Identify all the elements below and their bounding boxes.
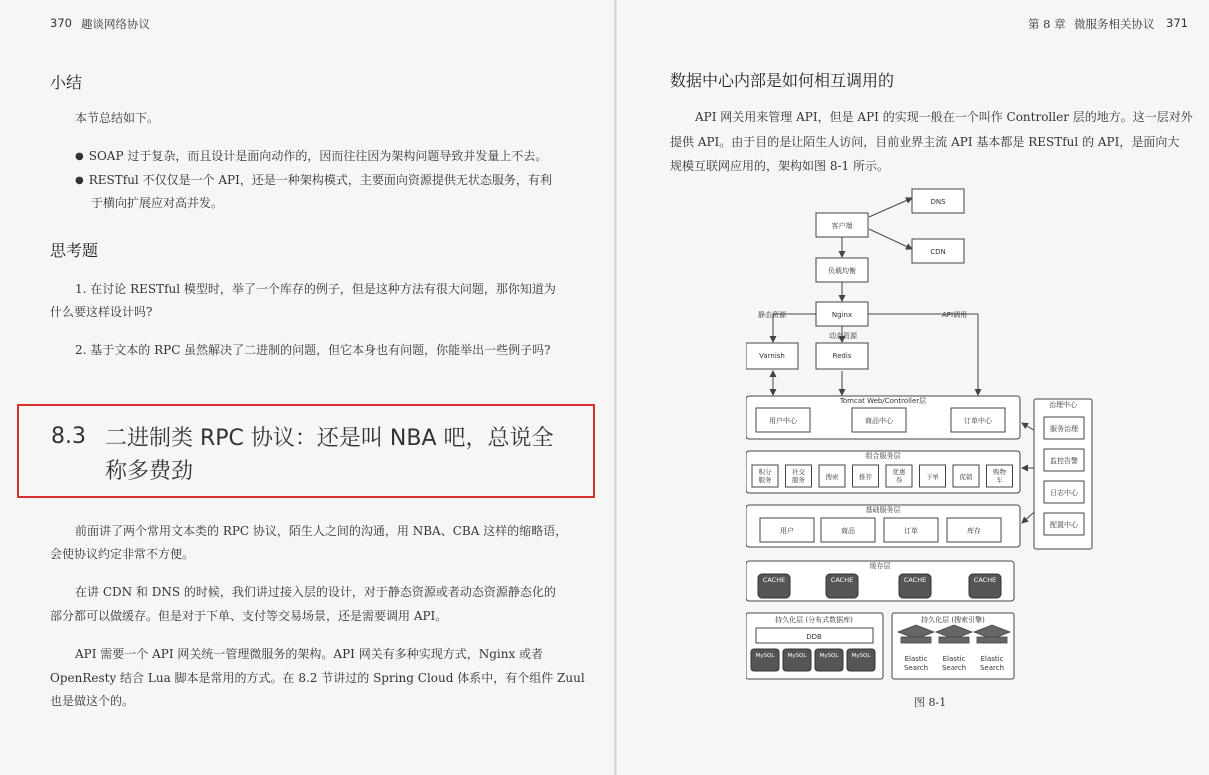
web-layer-label: Tomcat Web/Controller层 bbox=[839, 397, 927, 405]
cache-label: CACHE bbox=[762, 576, 786, 584]
question-1-line-2: 什么要这样设计吗? bbox=[50, 305, 153, 319]
base-item-label: 用户 bbox=[780, 527, 794, 535]
left-page-number: 370 bbox=[50, 16, 72, 30]
nginx-label: Nginx bbox=[831, 311, 853, 319]
questions-heading: 思考题 bbox=[50, 241, 99, 260]
redis-label: Redis bbox=[832, 352, 852, 360]
web-item-label: 商品中心 bbox=[865, 417, 893, 425]
cache-label: CACHE bbox=[903, 576, 927, 584]
mysql-label: MySQL bbox=[755, 653, 775, 659]
base-item-label: 库存 bbox=[967, 527, 981, 535]
es-label: Search bbox=[979, 664, 1005, 672]
right-chapter-label: 第 8 章 bbox=[1028, 17, 1066, 31]
es-label: Elastic bbox=[942, 655, 966, 663]
right-page bbox=[616, 0, 1209, 775]
compose-item-label: 下单 bbox=[926, 473, 939, 481]
compose-layer-label: 组合服务层 bbox=[865, 452, 901, 460]
question-1-line-1: 1. 在讨论 RESTful 模型时，举了一个库存的例子，但是这种方法有很大问题，那你知道为 bbox=[75, 282, 556, 296]
figure-caption: 图 8-1 bbox=[914, 696, 947, 709]
right-page-number: 371 bbox=[1166, 16, 1188, 30]
section-highlight-box bbox=[17, 404, 595, 498]
ddb-label: DDB bbox=[806, 633, 822, 641]
compose-item-label: 社交 bbox=[792, 468, 805, 476]
cdn-label: CDN bbox=[930, 248, 946, 256]
para-3-line-2: OpenResty 结合 Lua 脚本是常用的方式。在 8.2 节讲过的 Spring Cloud 体系中，有个组件 Zuul bbox=[50, 671, 585, 685]
bullet-text: RESTful 不仅仅是一个 API，还是一种架构模式，主要面向资源提供无状态服务，有利 bbox=[88, 173, 552, 187]
base-layer-label: 基础服务层 bbox=[865, 506, 901, 514]
varnish-label: Varnish bbox=[759, 352, 785, 360]
persist-search-label: 持久化层 (搜索引擎) bbox=[921, 616, 985, 624]
para-2-line-2: 部分都可以做缓存。但是对于下单、支付等交易场景，还是需要调用 API。 bbox=[50, 609, 448, 623]
gov-item-label: 服务治理 bbox=[1050, 425, 1078, 433]
section-title: 二进制类 RPC 协议：还是叫 NBA 吧，总说全称多费劲 bbox=[105, 426, 554, 484]
question-2: 2. 基于文本的 RPC 虽然解决了二进制的问题，但它本身也有问题，你能举出一些例子吗? bbox=[75, 343, 551, 357]
compose-item-label: 推荐 bbox=[859, 473, 872, 481]
cache-layer-label: 缓存层 bbox=[869, 562, 891, 570]
es-label: Elastic bbox=[904, 655, 928, 663]
gov-item-label: 配置中心 bbox=[1050, 521, 1078, 529]
section-number: 8.3 bbox=[51, 424, 86, 449]
base-item-label: 商品 bbox=[841, 527, 855, 535]
gov-item-label: 监控告警 bbox=[1050, 457, 1078, 465]
compose-item-label: 促销 bbox=[959, 473, 973, 481]
api-para-line-1: API 网关用来管理 API，但是 API 的实现一般在一个叫作 Controller 层的地方。这一层对外 bbox=[695, 110, 1193, 124]
persist-db-label: 持久化层 (分布式数据库) bbox=[775, 616, 853, 624]
web-item-label: 用户中心 bbox=[769, 417, 797, 425]
es-label: Search bbox=[941, 664, 967, 672]
summary-intro: 本节总结如下。 bbox=[75, 111, 160, 125]
compose-item-label: 车 bbox=[996, 476, 1003, 484]
base-item-label: 订单 bbox=[904, 527, 918, 535]
web-item-label: 订单中心 bbox=[964, 417, 992, 425]
arrow-client-dns bbox=[869, 198, 912, 217]
cache-label: CACHE bbox=[973, 576, 997, 584]
elastic-search-icons bbox=[898, 625, 1010, 643]
es-label: Elastic bbox=[980, 655, 1004, 663]
compose-item-label: 搜索 bbox=[825, 473, 839, 481]
client-label: 客户端 bbox=[831, 222, 853, 230]
compose-item-label: 优惠 bbox=[892, 468, 906, 476]
right-running-title: 微服务相关协议 bbox=[1074, 17, 1155, 31]
governance-label: 治理中心 bbox=[1049, 401, 1077, 409]
para-1-line-2: 会使协议约定非常不方便。 bbox=[50, 547, 195, 561]
mysql-label: MySQL bbox=[787, 653, 807, 659]
compose-item-label: 购物 bbox=[993, 468, 1006, 476]
dns-label: DNS bbox=[930, 198, 946, 206]
mysql-label: MySQL bbox=[819, 653, 839, 659]
api-call-label: API调用 bbox=[942, 311, 968, 319]
bullet-text: SOAP 过于复杂，而且设计是面向动作的，因而往往因为架构问题导致并发量上不去。 bbox=[88, 149, 548, 163]
para-3-line-3: 也是做这个的。 bbox=[50, 694, 135, 708]
compose-item-label: 服务 bbox=[792, 476, 805, 484]
summary-bullet-2-cont: 于横向扩展应对高并发。 bbox=[91, 196, 224, 210]
es-label: Search bbox=[903, 664, 929, 672]
left-running-title: 趣谈网络协议 bbox=[81, 17, 150, 31]
static-resource-label: 静态资源 bbox=[758, 311, 786, 319]
api-para-line-2: 提供 API。由于目的是让陌生人访问，目前业界主流 API 基本都是 RESTful 的 API，是面向大 bbox=[670, 135, 1180, 149]
summary-heading: 小结 bbox=[50, 73, 83, 92]
compose-item-label: 服务 bbox=[758, 476, 772, 484]
compose-item-label: 积分 bbox=[758, 468, 772, 476]
lb-label: 负载均衡 bbox=[828, 267, 856, 275]
arrow-client-cdn bbox=[869, 229, 912, 249]
mysql-label: MySQL bbox=[851, 653, 871, 659]
architecture-diagram bbox=[746, 185, 1106, 685]
compose-item-label: 券 bbox=[895, 476, 903, 484]
cache-label: CACHE bbox=[830, 576, 854, 584]
para-2-line-1: 在讲 CDN 和 DNS 的时候，我们讲过接入层的设计，对于静态资源或者动态资源静态化的 bbox=[75, 585, 556, 599]
dynamic-resource-label: 动态资源 bbox=[829, 332, 857, 340]
api-para-line-3: 规模互联网应用的，架构如图 8-1 所示。 bbox=[670, 159, 889, 173]
para-1-line-1: 前面讲了两个常用文本类的 RPC 协议，陌生人之间的沟通，用 NBA、CBA 这样的缩略语， bbox=[75, 524, 568, 538]
datacenter-heading: 数据中心内部是如何相互调用的 bbox=[670, 71, 895, 90]
gov-item-label: 日志中心 bbox=[1050, 489, 1078, 497]
para-3-line-1: API 需要一个 API 网关统一管理微服务的架构。API 网关有多种实现方式，Nginx 或者 bbox=[75, 647, 544, 661]
